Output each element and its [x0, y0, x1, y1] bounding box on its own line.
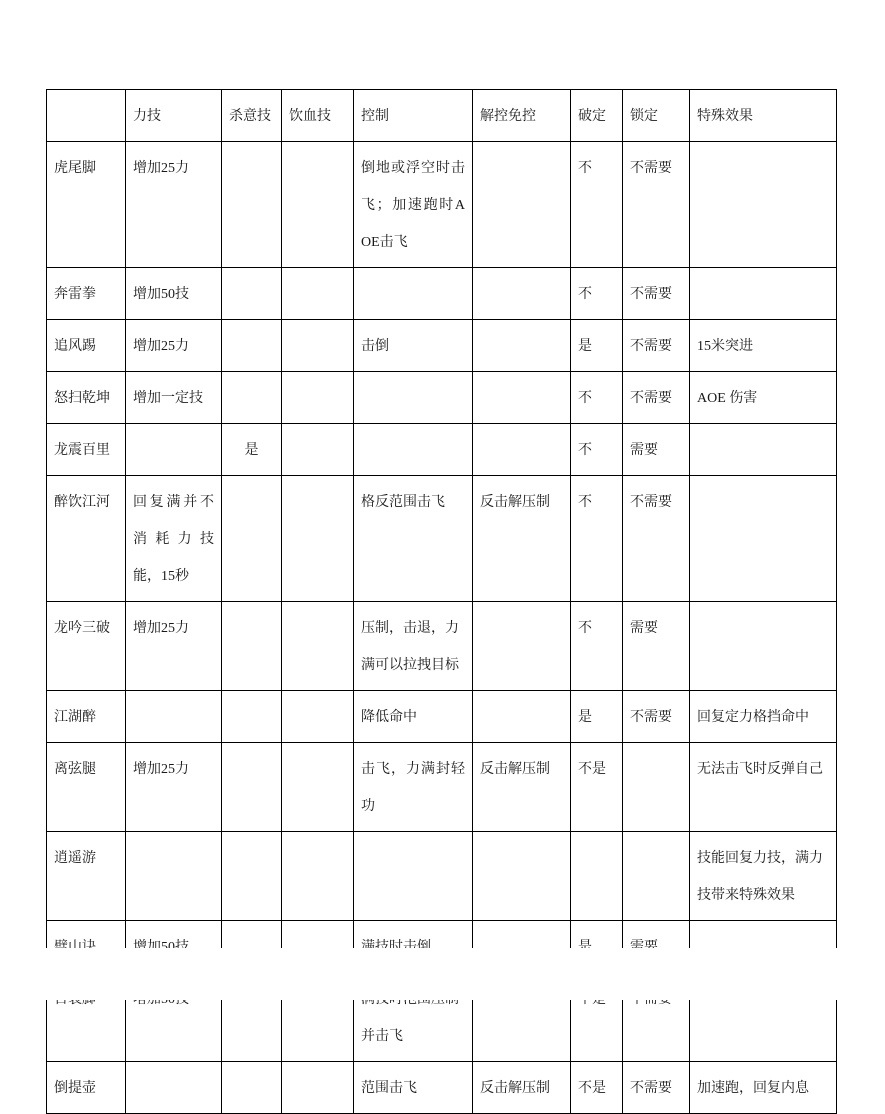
control-cell: 降低命中 — [354, 691, 473, 743]
skill-name-cell: 追风踢 — [47, 320, 126, 372]
special-cell — [690, 424, 837, 476]
shayi-cell — [222, 832, 282, 921]
skill-name-cell: 逍遥游 — [47, 832, 126, 921]
yinxue-cell — [282, 268, 354, 320]
suoding-cell — [623, 832, 690, 921]
shayi-cell — [222, 142, 282, 268]
poding-cell: 不 — [571, 372, 623, 424]
special-cell: 回复定力格挡命中 — [690, 691, 837, 743]
special-cell: 技能回复力技，满力技带来特殊效果 — [690, 832, 837, 921]
poding-cell: 不是 — [571, 1062, 623, 1114]
poding-cell: 不 — [571, 476, 623, 602]
yinxue-cell — [282, 320, 354, 372]
jiekong-cell — [473, 424, 571, 476]
table-row — [47, 320, 837, 372]
table-row — [47, 691, 837, 743]
yinxue-cell — [282, 372, 354, 424]
jiekong-cell: 反击解压制 — [473, 476, 571, 602]
suoding-cell: 不需要 — [623, 142, 690, 268]
jiekong-cell — [473, 320, 571, 372]
jiekong-cell — [473, 832, 571, 921]
suoding-cell — [623, 743, 690, 832]
control-cell — [354, 424, 473, 476]
header-cell — [47, 90, 126, 142]
poding-cell: 不 — [571, 268, 623, 320]
skill-name-cell: 倒提壶 — [47, 1062, 126, 1114]
poding-cell — [571, 832, 623, 921]
liji-cell: 增加25力 — [126, 142, 222, 268]
header-cell-suoding: 锁定 — [623, 90, 690, 142]
yinxue-cell — [282, 602, 354, 691]
liji-cell: 回复满并不消耗力技能，15秒 — [126, 476, 222, 602]
suoding-cell: 需要 — [623, 602, 690, 691]
liji-cell: 增加25力 — [126, 602, 222, 691]
control-cell: 击飞，力满封轻功 — [354, 743, 473, 832]
shayi-cell — [222, 476, 282, 602]
jiekong-cell — [473, 602, 571, 691]
shayi-cell — [222, 691, 282, 743]
skill-name-cell: 离弦腿 — [47, 743, 126, 832]
table-row — [47, 832, 837, 921]
poding-cell: 不 — [571, 602, 623, 691]
skill-name-cell: 虎尾脚 — [47, 142, 126, 268]
poding-cell: 是 — [571, 691, 623, 743]
table-header-row — [47, 90, 837, 142]
shayi-cell — [222, 320, 282, 372]
suoding-cell: 不需要 — [623, 691, 690, 743]
header-cell-jiekong: 解控免控 — [473, 90, 571, 142]
header-cell-poding: 破定 — [571, 90, 623, 142]
control-cell: 并击飞 — [354, 973, 473, 1062]
shayi-cell — [222, 602, 282, 691]
table-row — [47, 602, 837, 691]
table-row — [47, 268, 837, 320]
special-cell — [690, 602, 837, 691]
control-cell — [354, 832, 473, 921]
yinxue-cell — [282, 1062, 354, 1114]
header-cell-control: 控制 — [354, 90, 473, 142]
header-cell-yinxue: 饮血技 — [282, 90, 354, 142]
yinxue-cell — [282, 832, 354, 921]
poding-cell: 不是 — [571, 743, 623, 832]
liji-cell: 增加50技 — [126, 268, 222, 320]
header-cell-special: 特殊效果 — [690, 90, 837, 142]
yinxue-cell — [282, 142, 354, 268]
liji-cell — [126, 691, 222, 743]
shayi-cell — [222, 372, 282, 424]
shayi-cell — [222, 1062, 282, 1114]
liji-cell: 增加25力 — [126, 743, 222, 832]
shayi-cell: 是 — [222, 424, 282, 476]
poding-cell: 不 — [571, 142, 623, 268]
page-cutoff — [0, 948, 885, 1000]
skill-name-cell: 怒扫乾坤 — [47, 372, 126, 424]
yinxue-cell — [282, 476, 354, 602]
skill-name-cell: 奔雷拳 — [47, 268, 126, 320]
control-cell: 倒地或浮空时击飞；加速跑时AOE击飞 — [354, 142, 473, 268]
suoding-cell: 不需要 — [623, 476, 690, 602]
yinxue-cell — [282, 424, 354, 476]
special-cell: AOE 伤害 — [690, 372, 837, 424]
control-cell: 范围击飞 — [354, 1062, 473, 1114]
jiekong-cell: 反击解压制 — [473, 1062, 571, 1114]
control-cell — [354, 372, 473, 424]
special-cell — [690, 142, 837, 268]
control-cell: 格反范围击飞 — [354, 476, 473, 602]
suoding-cell: 不需要 — [623, 372, 690, 424]
suoding-cell: 需要 — [623, 424, 690, 476]
special-cell — [690, 476, 837, 602]
jiekong-cell — [473, 691, 571, 743]
liji-cell — [126, 424, 222, 476]
special-cell: 15米突进 — [690, 320, 837, 372]
liji-cell: 增加一定技 — [126, 372, 222, 424]
skill-name-cell: 醉饮江河 — [47, 476, 126, 602]
skill-name-cell: 龙震百里 — [47, 424, 126, 476]
yinxue-cell — [282, 691, 354, 743]
skill-name-cell: 江湖醉 — [47, 691, 126, 743]
table-row — [47, 1062, 837, 1114]
table-row — [47, 476, 837, 602]
yinxue-cell — [282, 743, 354, 832]
jiekong-cell — [473, 372, 571, 424]
table-row — [47, 743, 837, 832]
header-cell-liji: 力技 — [126, 90, 222, 142]
liji-cell — [126, 1062, 222, 1114]
suoding-cell: 不需要 — [623, 1062, 690, 1114]
poding-cell: 是 — [571, 320, 623, 372]
skill-name-cell: 龙吟三破 — [47, 602, 126, 691]
jiekong-cell — [473, 142, 571, 268]
special-cell: 加速跑，回复内息 — [690, 1062, 837, 1114]
table-row — [47, 142, 837, 268]
table-row — [47, 372, 837, 424]
control-cell: 击倒 — [354, 320, 473, 372]
control-cell — [354, 268, 473, 320]
liji-cell — [126, 832, 222, 921]
suoding-cell: 不需要 — [623, 320, 690, 372]
special-cell — [690, 268, 837, 320]
liji-cell: 增加25力 — [126, 320, 222, 372]
shayi-cell — [222, 268, 282, 320]
table-row — [47, 424, 837, 476]
poding-cell: 不 — [571, 424, 623, 476]
jiekong-cell: 反击解压制 — [473, 743, 571, 832]
control-cell: 压制，击退，力满可以拉拽目标 — [354, 602, 473, 691]
suoding-cell: 不需要 — [623, 268, 690, 320]
jiekong-cell — [473, 268, 571, 320]
special-cell: 无法击飞时反弹自己 — [690, 743, 837, 832]
shayi-cell — [222, 743, 282, 832]
header-cell-shayi: 杀意技 — [222, 90, 282, 142]
